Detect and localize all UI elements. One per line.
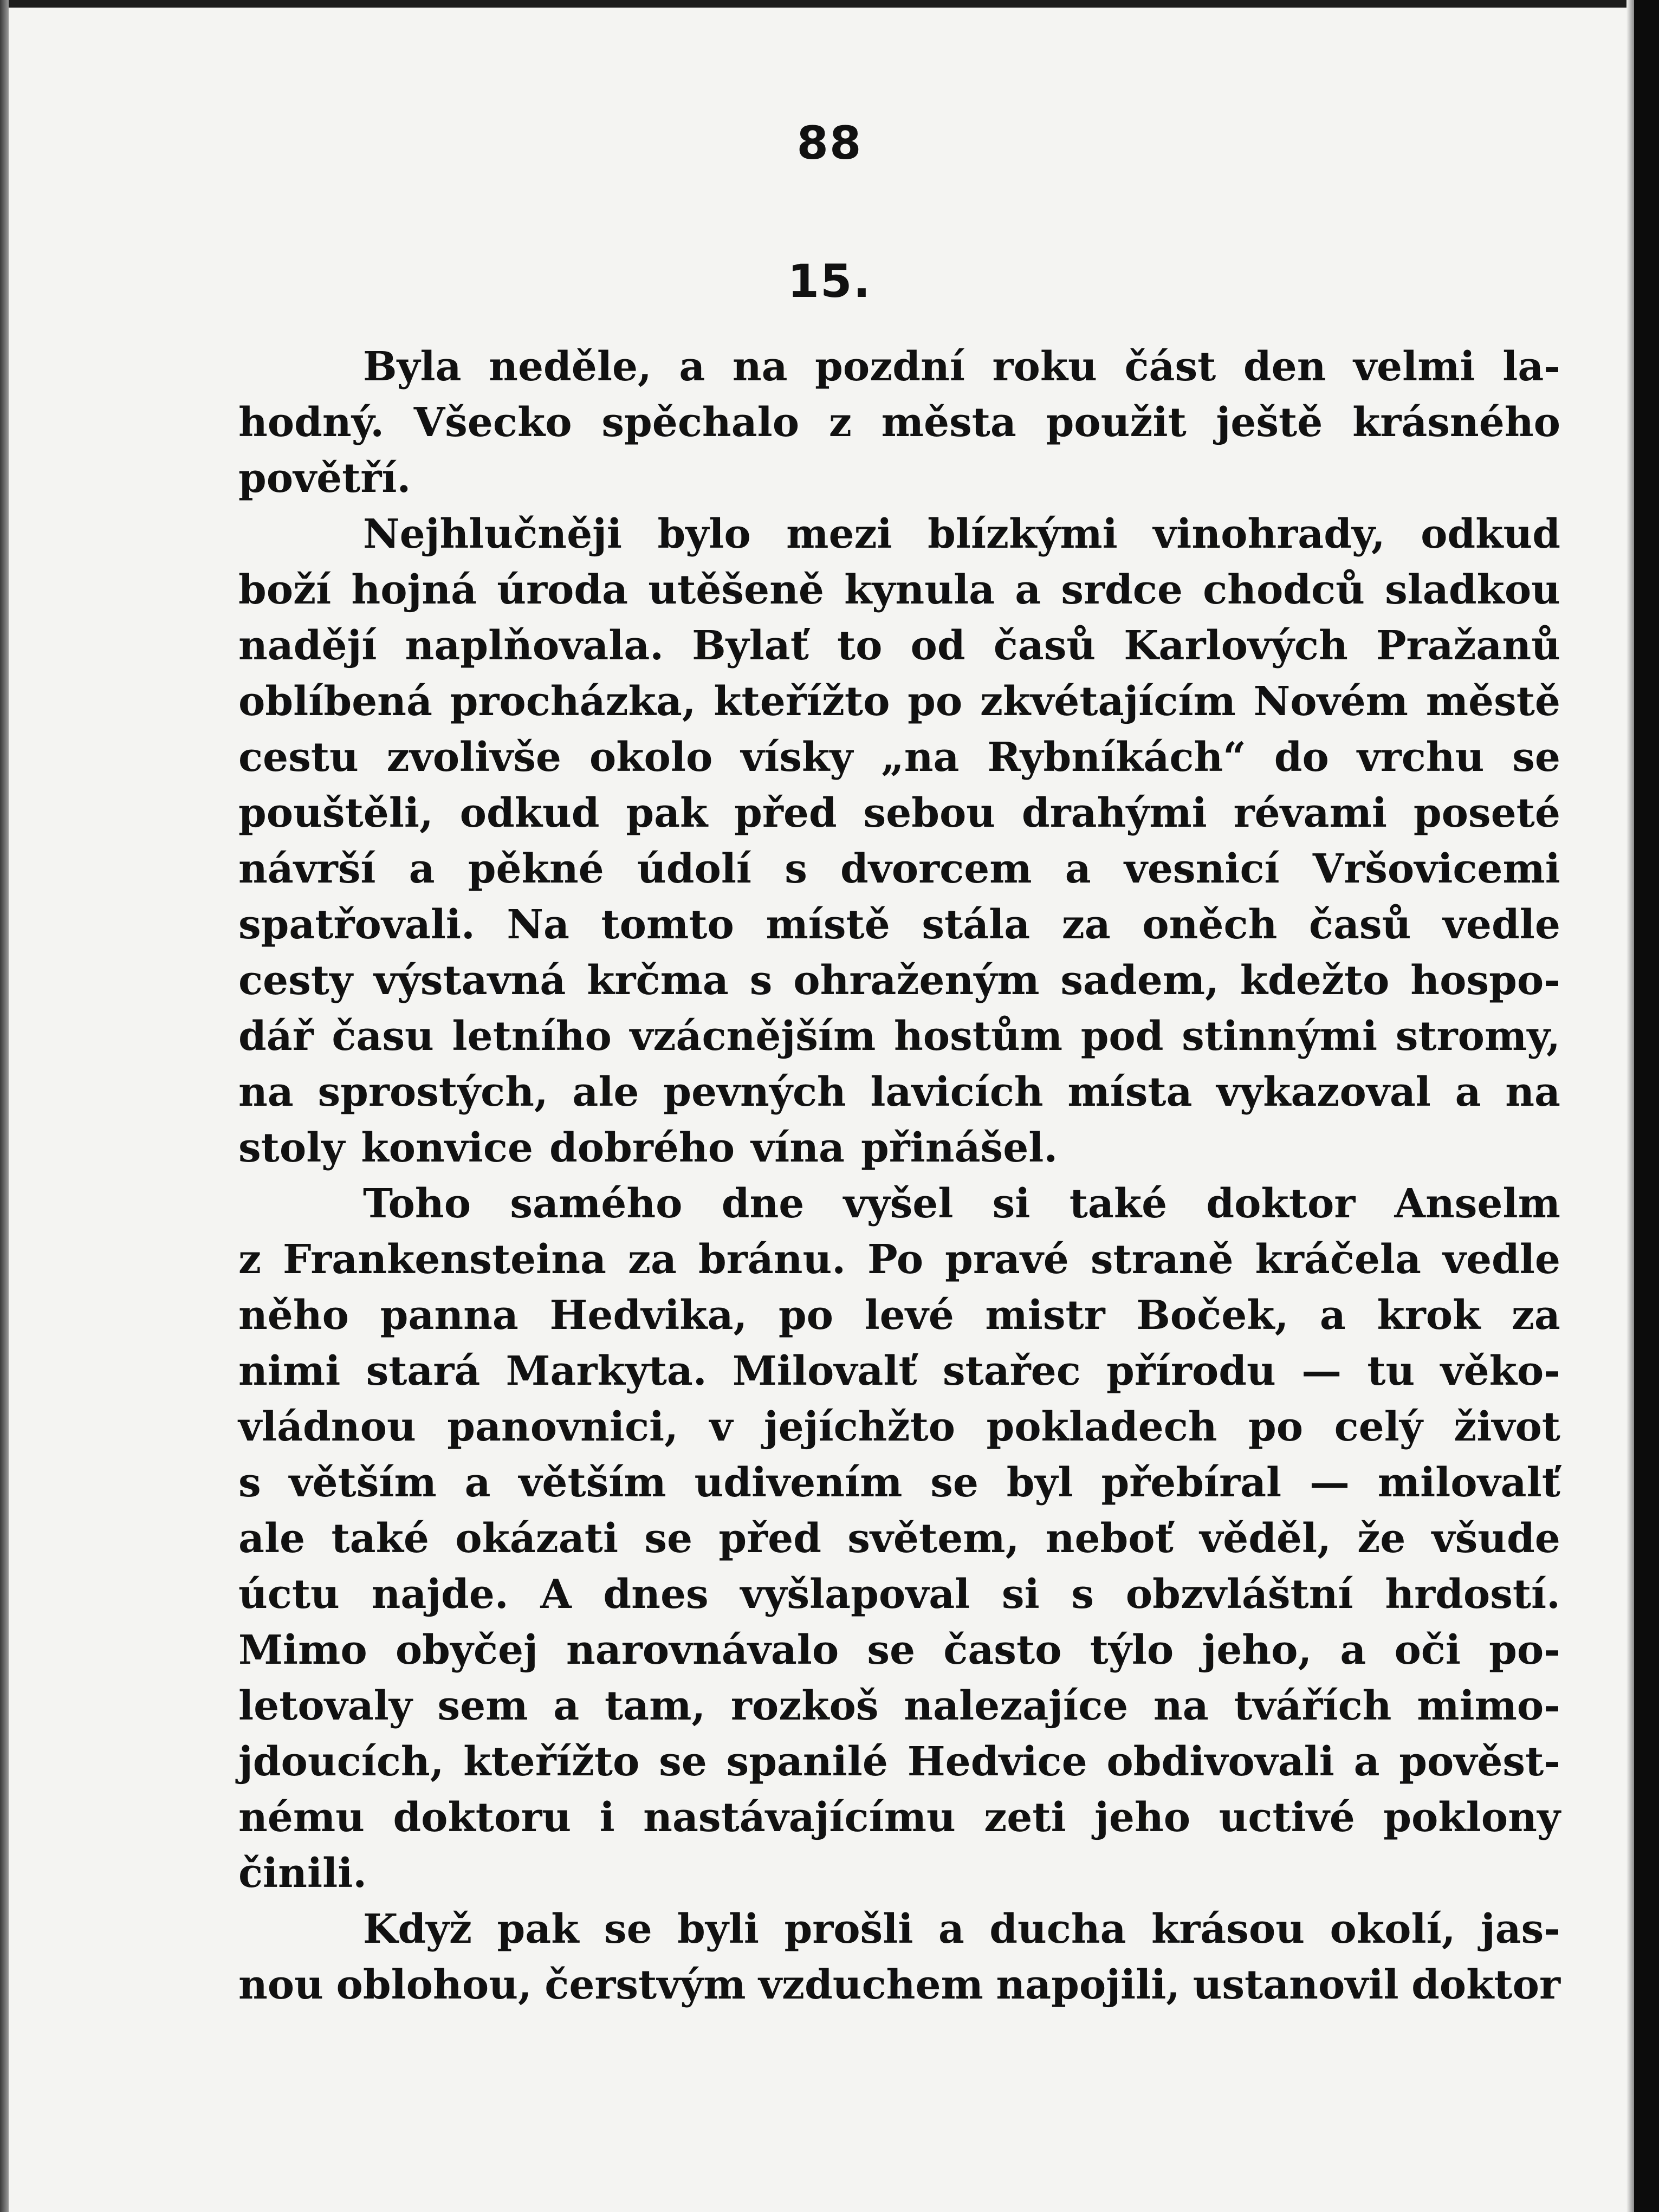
- text-line: vládnou panovnici, v jejíchžto pokladech po celý život: [238, 1404, 1560, 1450]
- text-line: návrší a pěkné údolí s dvorcem a vesnicí Vršovicemi: [238, 846, 1560, 892]
- text-line: činili.: [238, 1850, 367, 1897]
- text-line: spatřovali. Na tomto místě stála za oněch časů vedle: [238, 901, 1560, 948]
- text-line: nadějí naplňovala. Bylať to od časů Karlových Pražanů: [238, 622, 1560, 669]
- text-line: cestu zvolivše okolo vísky „na Rybníkách“ do vrchu se: [238, 734, 1560, 781]
- text-line: oblíbená procházka, kteřížto po zkvétajícím Novém městě: [238, 678, 1560, 725]
- text-line: Byla neděle, a na pozdní roku část den velmi la-: [363, 343, 1560, 390]
- text-line: Nejhlučněji bylo mezi blízkými vinohrady, odkud: [363, 511, 1560, 557]
- body-text: [238, 339, 1560, 2013]
- scan-edge-top: [0, 0, 1659, 8]
- text-line: ale také okázati se před světem, neboť věděl, že všude: [238, 1515, 1560, 1562]
- text-line: Když pak se byli prošli a ducha krásou okolí, jas-: [363, 1906, 1560, 1952]
- text-line: letovaly sem a tam, rozkoš nalezajíce na tvářích mimo-: [238, 1683, 1560, 1729]
- text-line: jdoucích, kteřížto se spanilé Hedvice obdivovali a pověst-: [238, 1739, 1560, 1785]
- text-line: Toho samého dne vyšel si také doktor Anselm: [363, 1180, 1560, 1227]
- text-line: hodný. Všecko spěchalo z města použit ještě krásného: [238, 399, 1560, 446]
- text-line: s větším a větším udivením se byl přebíral — milovalť: [238, 1459, 1560, 1506]
- text-line: cesty výstavná krčma s ohraženým sadem, kdežto hospo-: [238, 957, 1560, 1004]
- text-line: Mimo obyčej narovnávalo se často týlo jeho, a oči po-: [238, 1627, 1560, 1673]
- text-line: nimi stará Markyta. Milovalť stařec přírodu — tu věko-: [238, 1348, 1560, 1394]
- scan-edge-shadow: [1626, 0, 1634, 2212]
- scan-edge-right: [1634, 0, 1659, 2212]
- text-line: boží hojná úroda utěšeně kynula a srdce chodců sladkou: [238, 567, 1560, 613]
- text-line: dář času letního vzácnějším hostům pod stinnými stromy,: [238, 1013, 1560, 1060]
- text-line: nou oblohou, čerstvým vzduchem napojili, ustanovil doktor: [238, 1962, 1560, 2008]
- text-line: nému doktoru i nastávajícímu zeti jeho uctivé poklony: [238, 1794, 1560, 1841]
- text-line: něho panna Hedvika, po levé mistr Boček, a krok za: [238, 1292, 1560, 1339]
- text-line: pouštěli, odkud pak před sebou drahými révami poseté: [238, 790, 1560, 836]
- text-line: povětří.: [238, 455, 411, 502]
- scan-edge-left: [0, 0, 9, 2212]
- text-line: na sprostých, ale pevných lavicích místa vykazoval a na: [238, 1069, 1560, 1115]
- text-line: stoly konvice dobrého vína přinášel.: [238, 1125, 1058, 1171]
- text-line: úctu najde. A dnes vyšlapoval si s obzvláštní hrdostí.: [238, 1571, 1560, 1618]
- text-line: z Frankensteina za bránu. Po pravé straně kráčela vedle: [238, 1236, 1560, 1283]
- page-number: 88: [796, 116, 863, 170]
- chapter-number: 15.: [787, 255, 872, 308]
